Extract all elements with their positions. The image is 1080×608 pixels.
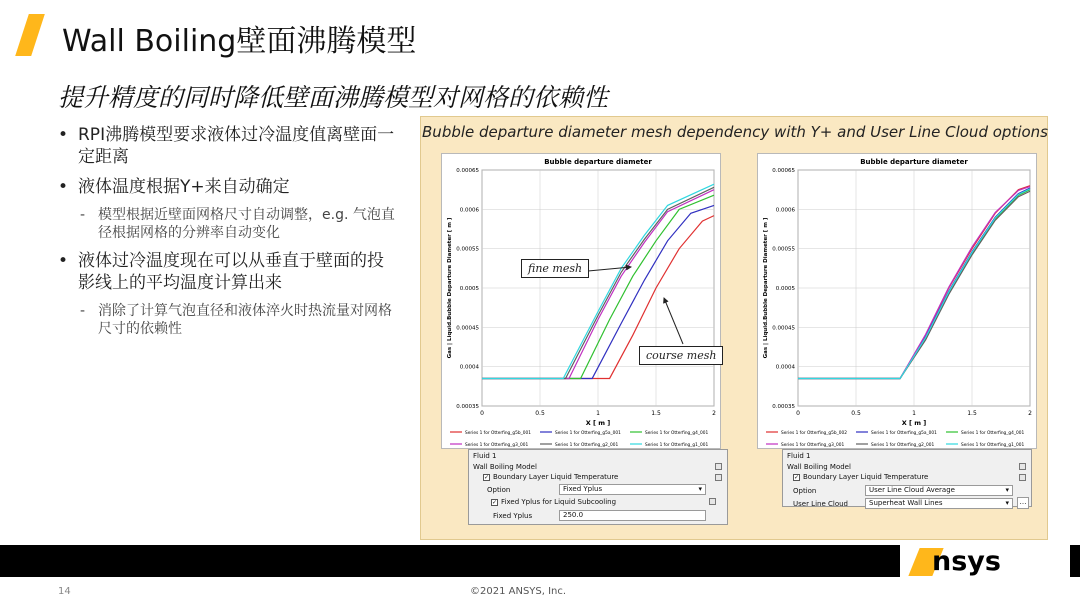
props-header: Fluid 1	[787, 452, 811, 460]
user-line-label: User Line Cloud	[793, 500, 848, 508]
x-tick-label: 0	[796, 410, 800, 417]
callout-fine-mesh: fine mesh	[521, 259, 589, 278]
legend-label: Series 1 for Otterfing_g2_001	[871, 443, 935, 448]
boundary-checkbox-row[interactable]	[793, 473, 928, 481]
bullet-list	[56, 124, 396, 346]
y-tick-label: 0.00055	[456, 246, 479, 253]
collapse-icon[interactable]	[1019, 463, 1026, 470]
slide-subtitle: 提升精度的同时降低壁面沸腾模型对网格的依赖性	[58, 83, 609, 112]
collapse-icon[interactable]	[715, 463, 722, 470]
legend-label: Series 1 for Otterfing_g4_001	[961, 431, 1025, 436]
legend-label: Series 1 for Otterfing_g1_001	[961, 443, 1025, 448]
boundary-label: Boundary Layer Liquid Temperature	[803, 473, 929, 481]
option-select[interactable]	[559, 484, 706, 495]
bullet-item: • RPI沸腾模型要求液体过冷温度值离壁面一定距离	[56, 124, 396, 168]
y-tick-label: 0.0004	[459, 364, 479, 371]
y-tick-label: 0.00065	[456, 168, 479, 174]
y-tick-label: 0.00035	[456, 404, 479, 410]
y-axis-label: Gas | Liquid.Bubble Departure Diameter [ m ]	[447, 217, 453, 359]
collapse-icon[interactable]	[1019, 474, 1026, 481]
legend-label: Series 1 for Otterfing_g5b_002	[781, 431, 847, 436]
y-tick-label: 0.0006	[775, 207, 795, 214]
x-axis-label: X [ m ]	[901, 419, 927, 427]
bullet-item: • 液体温度根据Y+来自动确定	[56, 176, 396, 198]
legend-label: Series 1 for Otterfing_g1_001	[645, 443, 709, 448]
props-section: Wall Boiling Model	[473, 463, 537, 471]
boundary-label: Boundary Layer Liquid Temperature	[493, 473, 619, 481]
checkbox-icon[interactable]: ✓	[794, 473, 800, 481]
slide-title: Wall Boiling壁面沸腾模型	[62, 24, 417, 59]
y-axis-label: Gas | Liquid.Bubble Departure Diameter [ m ]	[763, 217, 769, 359]
user-line-select[interactable]	[865, 498, 1013, 509]
x-axis-label: X [ m ]	[585, 419, 611, 427]
x-tick-label: 2	[712, 410, 716, 417]
legend-label: Series 1 for Otterfing_g4_001	[645, 431, 709, 436]
y-tick-label: 0.0006	[459, 207, 479, 214]
left-settings-panel	[468, 449, 728, 525]
collapse-icon[interactable]	[715, 474, 722, 481]
arrow-coarse	[664, 298, 683, 344]
x-tick-label: 0.5	[535, 410, 545, 417]
comparison-panel	[420, 116, 1048, 540]
panel-title: Bubble departure diameter mesh dependency with Y+ and User Line Cloud options	[422, 123, 1048, 141]
x-tick-label: 0	[480, 410, 484, 417]
callout-coarse-mesh: course mesh	[639, 346, 723, 365]
chevron-down-icon: ▾	[698, 485, 702, 493]
option-select[interactable]	[865, 485, 1013, 496]
copyright: ©2021 ANSYS, Inc.	[470, 586, 567, 597]
x-tick-label: 1	[596, 410, 600, 417]
checkbox-icon[interactable]: ✓	[492, 498, 498, 506]
fixed-yplus-checkbox-row[interactable]	[491, 498, 616, 506]
y-tick-label: 0.00045	[772, 325, 795, 332]
y-tick-label: 0.00045	[456, 325, 479, 332]
fixed-yplus-label: Fixed Yplus	[493, 512, 533, 520]
x-tick-label: 1.5	[651, 410, 661, 417]
user-line-value: Superheat Wall Lines	[869, 499, 943, 507]
legend-label: Series 1 for Otterfing_g3_001	[781, 443, 845, 448]
collapse-icon[interactable]	[709, 498, 716, 505]
chevron-down-icon: ▾	[1005, 499, 1009, 507]
y-tick-label: 0.0004	[775, 364, 795, 371]
chevron-down-icon: ▾	[1005, 486, 1009, 494]
bullet-item: • 液体过冷温度现在可以从垂直于壁面的投影线上的平均温度计算出来	[56, 250, 396, 294]
fixed-yplus-cb-label: Fixed Yplus for Liquid Subcooling	[501, 498, 617, 506]
boundary-checkbox-row[interactable]	[483, 473, 618, 481]
sub-bullet-item: - 消除了计算气泡直径和液体淬火时热流量对网格尺寸的依赖性	[56, 302, 396, 338]
chart-title: Bubble departure diameter	[860, 158, 968, 166]
legend-label: Series 1 for Otterfing_g5b_001	[465, 431, 531, 436]
page-number: 14	[58, 586, 71, 597]
x-tick-label: 1.5	[967, 410, 977, 417]
legend-label: Series 1 for Otterfing_g3_001	[465, 443, 529, 448]
option-value: User Line Cloud Average	[869, 486, 955, 494]
ansys-logo-text: nsys	[932, 546, 1001, 577]
legend-label: Series 1 for Otterfing_g5a_001	[871, 431, 937, 436]
legend-label: Series 1 for Otterfing_g2_001	[555, 443, 619, 448]
title-accent-bar	[15, 14, 45, 56]
arrow-fine	[588, 267, 631, 271]
y-tick-label: 0.00055	[772, 246, 795, 253]
sub-bullet-item: - 模型根据近壁面网格尺寸自动调整，e.g. 气泡直径根据网格的分辨率自动变化	[56, 206, 396, 242]
props-header: Fluid 1	[473, 452, 497, 460]
legend-label: Series 1 for Otterfing_g5a_001	[555, 431, 621, 436]
y-tick-label: 0.00065	[772, 168, 795, 174]
browse-button[interactable]: …	[1017, 497, 1029, 509]
chart-title: Bubble departure diameter	[544, 158, 652, 166]
fixed-yplus-input[interactable]: 250.0	[559, 510, 706, 521]
option-label: Option	[487, 486, 511, 494]
checkbox-icon[interactable]: ✓	[484, 473, 490, 481]
option-value: Fixed Yplus	[563, 485, 603, 493]
x-tick-label: 1	[912, 410, 916, 417]
y-tick-label: 0.0005	[775, 286, 795, 292]
y-tick-label: 0.00035	[772, 404, 795, 410]
props-section: Wall Boiling Model	[787, 463, 851, 471]
option-label: Option	[793, 487, 817, 495]
y-tick-label: 0.0005	[459, 286, 479, 292]
x-tick-label: 0.5	[851, 410, 861, 417]
right-settings-panel	[782, 449, 1032, 507]
x-tick-label: 2	[1028, 410, 1032, 417]
